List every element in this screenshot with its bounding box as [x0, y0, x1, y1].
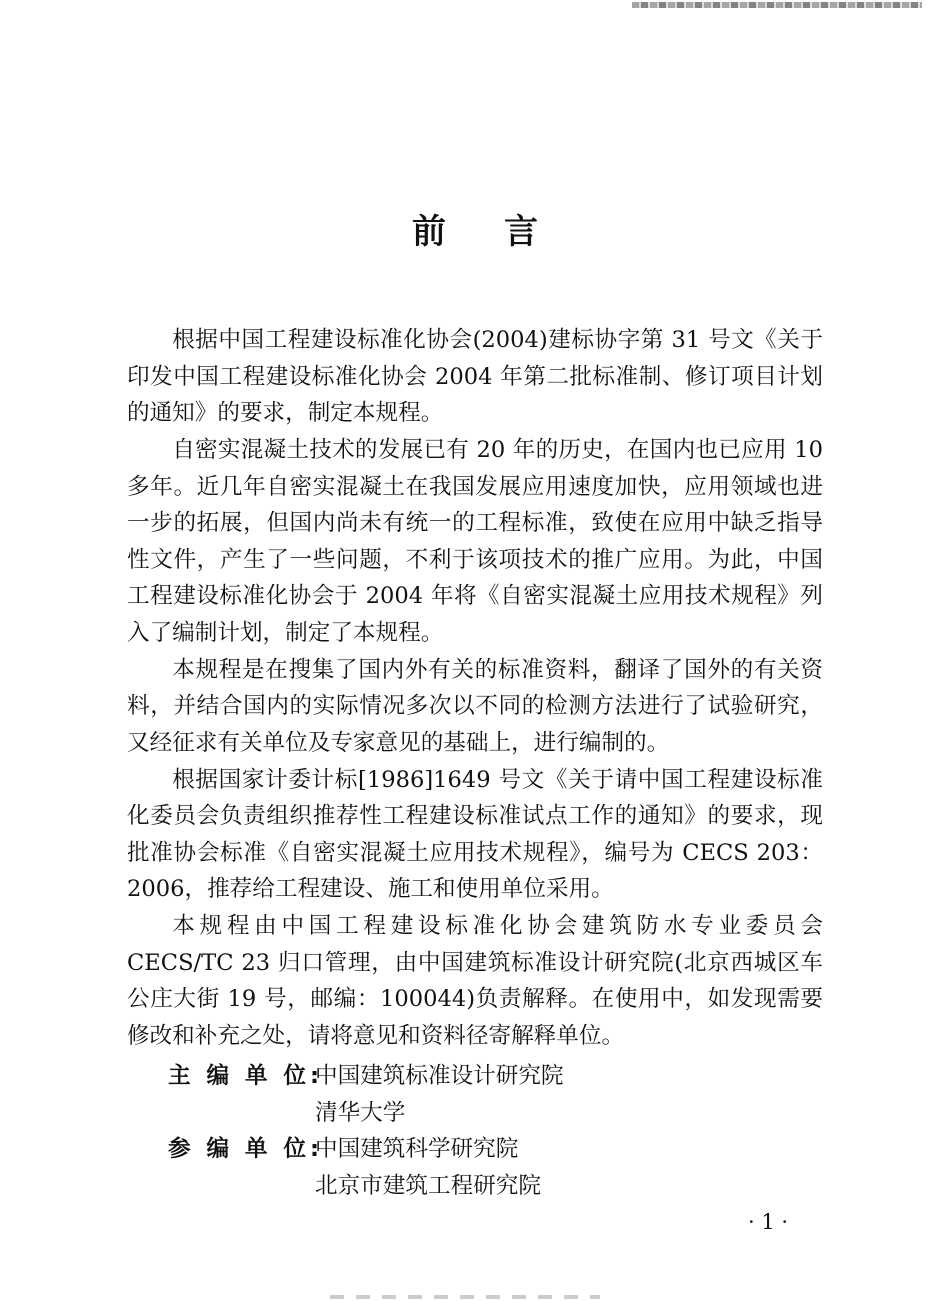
page-number: · 1 ·: [747, 1210, 789, 1234]
scan-artifact-bottom: [330, 1295, 600, 1299]
paragraph: 自密实混凝土技术的发展已有 20 年的历史，在国内也已应用 10 多年。近几年自密实混凝土在我国发展应用速度加快，应用领域也进一步的拓展，但国内尚未有统一的工程标准，致使在应用中缺乏指导性文件，产生了一些问题，不利于该项技术的推广应用。为此，中国工程建设标准化协会于 2004 年将《自密实混凝土应用技术规程》列入了编制计划，制定了本规程。: [127, 437, 823, 646]
participating-units: [315, 1131, 541, 1204]
page-title: [0, 204, 950, 253]
paragraph: 本规程是在搜集了国内外有关的标准资料，翻译了国外的有关资料，并结合国内的实际情况多次以不同的检测方法进行了试验研究，又经征求有关单位及专家意见的基础上，进行编制的。: [127, 656, 823, 756]
participating-row: [168, 1131, 828, 1204]
paragraph: 根据国家计委计标[1986]1649 号文《关于请中国工程建设标准化委员会负责组织推荐性工程建设标准试点工作的通知》的要求，现批准协会标准《自密实混凝土应用技术规程》，编号为 CECS 203：2006，推荐给工程建设、施工和使用单位采用。: [127, 766, 823, 902]
editor-units: [168, 1058, 828, 1204]
scan-artifact-top: [632, 2, 922, 8]
chief-editor-row: [168, 1058, 828, 1131]
unit-name: 北京市建筑工程研究院: [315, 1172, 541, 1199]
chief-editor-units: [315, 1058, 564, 1131]
title-char: 前: [412, 212, 446, 252]
unit-name: 清华大学: [315, 1099, 406, 1126]
unit-name: 中国建筑标准设计研究院: [315, 1063, 564, 1089]
title-char: 言: [504, 212, 538, 252]
paragraph: 根据中国工程建设标准化协会(2004)建标协字第 31 号文《关于印发中国工程建设标准化协会 2004 年第二批标准制、修订项目计划的通知》的要求，制定本规程。: [127, 327, 823, 426]
preface-body: [127, 322, 823, 1055]
paragraph: 本规程由中国工程建设标准化协会建筑防水专业委员会 CECS/TC 23 归口管理，由中国建筑标准设计研究院(北京西城区车公庄大街 19 号，邮编：100044)负责解释。在使用中，如发现需要修改和补充之处，请将意见和资料径寄解释单位。: [127, 913, 823, 1049]
participating-label: 参 编 单 位:: [168, 1136, 324, 1162]
chief-editor-label: 主 编 单 位:: [168, 1063, 324, 1089]
unit-name: 中国建筑科学研究院: [315, 1136, 519, 1162]
